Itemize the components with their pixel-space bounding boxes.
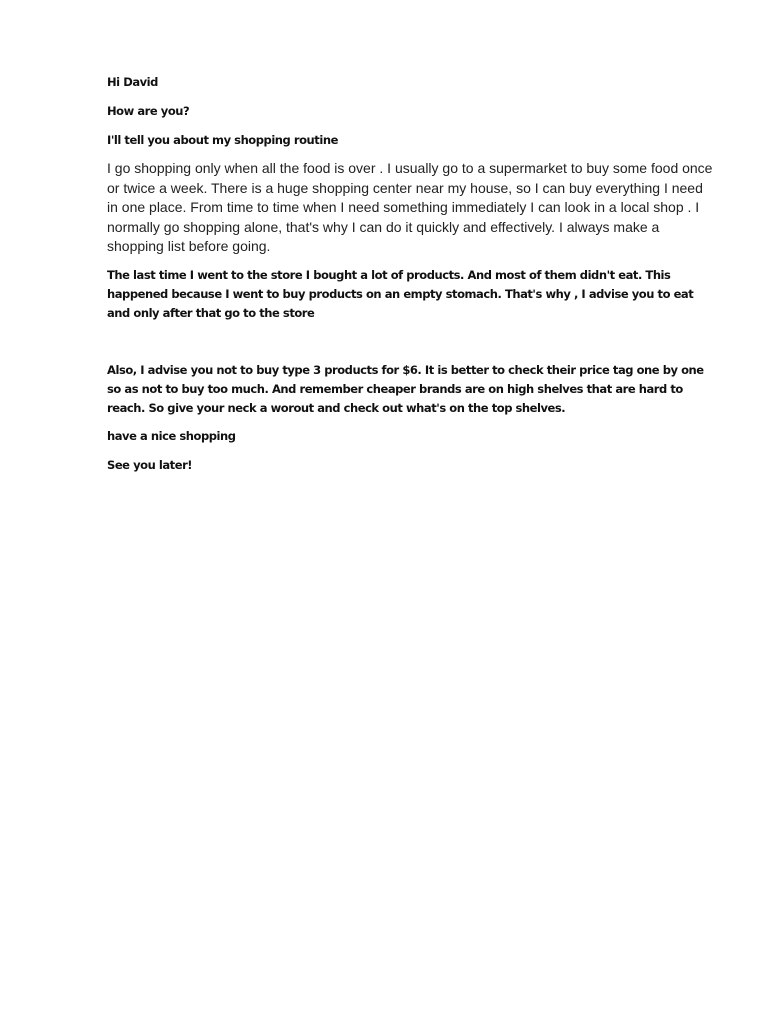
letter-page — [107, 70, 717, 475]
last-time-paragraph: The last time I went to the store I bought a lot of products. And most of them didn't eat. This happened because I went to buy products on an empty stomach. That's why , I advise you to eat and only after that go to the store — [107, 267, 694, 320]
advice-paragraph: Also, I advise you not to buy type 3 products for $6. It is better to check their price tag one by one so as not to buy too much. And remember cheaper brands are on high shelves that are hard to reach. So give your neck a worout and check out what's on the top shelves. — [107, 362, 704, 415]
how-are-you-line: How are you? — [107, 104, 190, 118]
closing-line: have a nice shopping — [107, 428, 236, 443]
intro-line: I'll tell you about my shopping routine — [107, 133, 338, 147]
routine-paragraph: I go shopping only when all the food is over . I usually go to a supermarket to buy some food once or twice a week. There is a huge shopping center near my house, so I can buy everything I need in one place. From time to time when I need something immediately I can look in a local shop . I normally go shopping alone, that's why I can do it quickly and effectively. I always make a shopping list before going. — [107, 160, 713, 255]
greeting-line: Hi David — [107, 75, 158, 89]
signoff-line: See you later! — [107, 457, 193, 472]
